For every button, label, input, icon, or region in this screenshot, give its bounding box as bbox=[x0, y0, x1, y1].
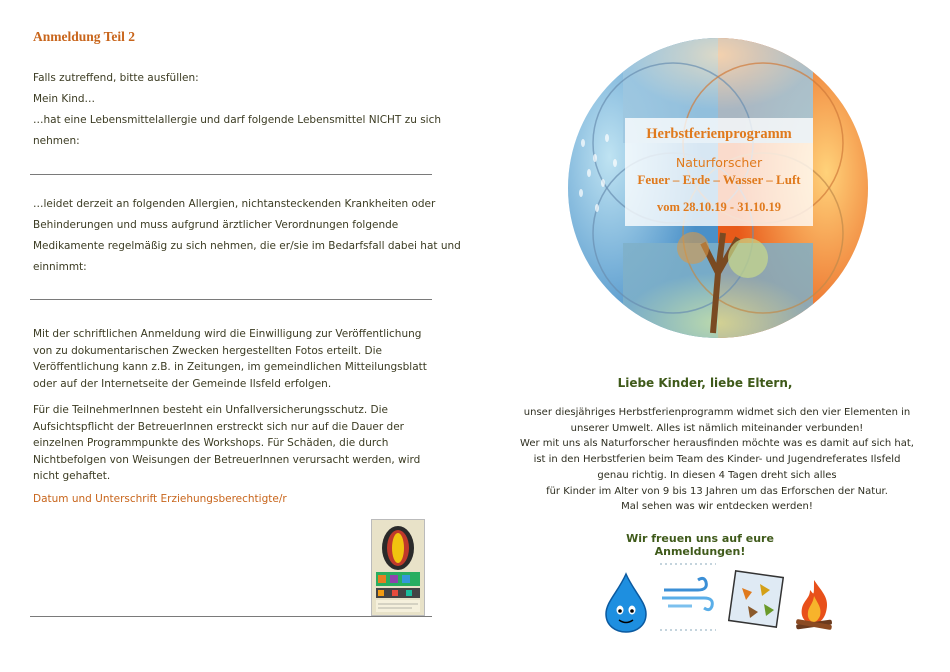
invitation-line: unserer Umwelt. Alles ist nämlich miteinander verbunden! bbox=[570, 422, 864, 434]
signature-label: Datum und Unterschrift Erziehungsberechtigte/r bbox=[33, 493, 287, 505]
illness-text-line4: einnimmt: bbox=[33, 261, 87, 273]
signature-line[interactable] bbox=[30, 616, 432, 617]
program-title-box bbox=[625, 118, 813, 226]
form-heading: Anmeldung Teil 2 bbox=[33, 29, 136, 44]
invitation-line: für Kinder im Alter von 9 bis 13 Jahren um das Erforschen der Natur. bbox=[546, 485, 888, 497]
program-subtitle: Naturforscher bbox=[675, 155, 763, 170]
invitation-line: unser diesjähriges Herbstferienprogramm widmet sich den vier Elementen in bbox=[523, 407, 911, 418]
invitation-line: Mal sehen was wir entdecken werden! bbox=[621, 501, 813, 513]
illness-text-line1: …leidet derzeit an folgenden Allergien, nichtansteckenden Krankheiten oder bbox=[33, 198, 436, 210]
illness-answer-line[interactable] bbox=[30, 299, 432, 300]
intro-my-child: Mein Kind… bbox=[33, 93, 96, 105]
water-drop-icon bbox=[600, 572, 652, 634]
allergy-answer-line[interactable] bbox=[30, 174, 432, 175]
illness-text-line3: Medikamente regelmäßig zu sich nehmen, die er/sie im Bedarfsfall dabei hat und bbox=[33, 240, 461, 252]
invitation-line: Wer mit uns als Naturforscher herausfinden möchte was es damit auf sich hat, bbox=[520, 438, 914, 450]
intro-instruction: Falls zutreffend, bitte ausfüllen: bbox=[33, 72, 199, 84]
invitation-line: genau richtig. In diesen 4 Tagen dreht sich alles bbox=[597, 469, 837, 481]
closing-line: Wir freuen uns auf eure Anmeldungen! bbox=[626, 532, 774, 558]
program-title: Herbstferienprogramm bbox=[646, 126, 792, 142]
program-dates: vom 28.10.19 - 31.10.19 bbox=[657, 200, 781, 214]
earth-leaves-icon bbox=[728, 570, 784, 628]
allergy-text-line1: …hat eine Lebensmittelallergie und darf folgende Lebensmittel NICHT zu sich bbox=[33, 114, 442, 126]
allergy-text-line2: nehmen: bbox=[33, 135, 80, 147]
greeting: Liebe Kinder, liebe Eltern, bbox=[617, 376, 793, 390]
illness-text-line2: Behinderungen und muss aufgrund ärztlicher Verordnungen folgende bbox=[33, 219, 399, 231]
program-elements: Feuer – Erde – Wasser – Luft bbox=[637, 172, 801, 187]
invitation-text bbox=[497, 405, 937, 515]
consent-paragraph: Mit der schriftlichen Anmeldung wird die Einwilligung zur Veröffentlichung von zu dokumentarischen Zwecken hergestellten Fotos erteilt. Die Veröffentlichung kann z.B. in Zeitungen, im gemeindlichen Mitteilungsblatt oder auf der Internetseite der Gemeinde Ilsfeld erfolgen. bbox=[33, 328, 427, 390]
insurance-paragraph: Für die TeilnehmerInnen besteht ein Unfallversicherungsschutz. Die Aufsichtspflicht der BetreuerInnen erstreckt sich nur auf die Dauer der einzelnen Programmpunkte des Workshops. Für Schäden, die durch Nichtbefolgen von Weisungen der BetreuerInnen verursacht werden, wird nicht gehaftet. bbox=[33, 404, 421, 482]
invitation-line: ist in den Herbstferien beim Team des Kinder- und Jugendreferates Ilsfeld bbox=[533, 454, 901, 466]
wind-icon bbox=[658, 562, 718, 632]
balloon-drawing-image bbox=[371, 519, 425, 616]
fire-icon bbox=[792, 576, 836, 630]
